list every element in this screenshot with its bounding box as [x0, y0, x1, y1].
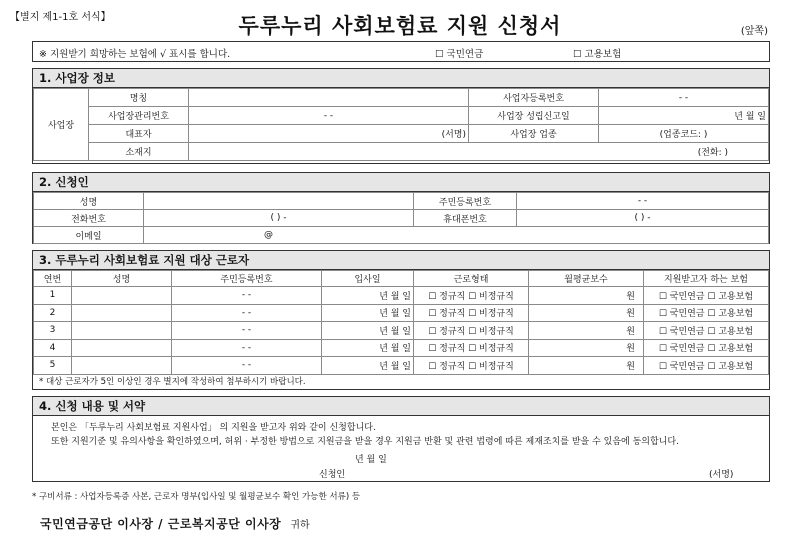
mgmt-no-label: 사업장관리번호 [89, 107, 189, 125]
worker-insurance-cell[interactable]: ☐ 국민연금 ☐ 고용보험 [644, 322, 769, 340]
addressee-suffix: 귀하 [290, 520, 310, 531]
table-row [34, 287, 769, 305]
col-header-insurance: 지원받고자 하는 보험 [644, 271, 769, 287]
notice-text: ※ 지원받기 희망하는 보험에 √ 표시를 합니다. [39, 49, 231, 60]
applicant-name-field[interactable] [144, 193, 414, 210]
biz-reg-no-label: 사업자등록번호 [469, 89, 599, 107]
industry-label: 사업장 업종 [469, 125, 599, 143]
worker-wage-cell[interactable]: 원 [529, 322, 644, 340]
col-header-work-type: 근로형태 [414, 271, 529, 287]
business-info-table [33, 88, 769, 161]
rep-field[interactable]: (서명) [189, 125, 469, 143]
worker-insurance-cell[interactable]: ☐ 국민연금 ☐ 고용보험 [644, 287, 769, 305]
business-name-label: 명칭 [89, 89, 189, 107]
applicant-mobile-label: 휴대폰번호 [414, 210, 517, 227]
worker-work-type-cell[interactable]: ☐ 정규직 ☐ 비정규직 [414, 339, 529, 357]
address-label: 소재지 [89, 143, 189, 161]
applicant-phone-label: 전화번호 [34, 210, 144, 227]
section-title: 2. 신청인 [33, 173, 769, 192]
worker-no-cell: 4 [34, 339, 72, 357]
section-title: 4. 신청 내용 및 서약 [33, 397, 769, 416]
worker-work-type-cell[interactable]: ☐ 정규직 ☐ 비정규직 [414, 322, 529, 340]
col-header-name: 성명 [72, 271, 172, 287]
declaration-date[interactable]: 년 월 일 [355, 455, 387, 465]
worker-work-type-cell[interactable]: ☐ 정규직 ☐ 비정규직 [414, 287, 529, 305]
applicant-email-field[interactable]: @ [144, 227, 769, 244]
industry-field[interactable]: (업종코드: ) [599, 125, 769, 143]
workers-table [33, 270, 769, 375]
col-header-wage: 월평균보수 [529, 271, 644, 287]
worker-wage-cell[interactable]: 원 [529, 357, 644, 375]
col-header-join-date: 입사일 [322, 271, 414, 287]
business-group-label: 사업장 [34, 89, 89, 161]
applicant-table [33, 192, 769, 244]
worker-insurance-cell[interactable]: ☐ 국민연금 ☐ 고용보험 [644, 304, 769, 322]
applicant-email-label: 이메일 [34, 227, 144, 244]
business-name-field[interactable] [189, 89, 469, 107]
applicant-mobile-field[interactable]: ( ) - [517, 210, 769, 227]
applicant-rrn-label: 주민등록번호 [414, 193, 517, 210]
worker-wage-cell[interactable]: 원 [529, 304, 644, 322]
worker-name-cell[interactable] [72, 339, 172, 357]
addressee [40, 513, 310, 532]
page-side-label: (앞쪽) [740, 26, 768, 37]
applicant-rrn-field[interactable]: - - [517, 193, 769, 210]
est-report-label: 사업장 성립신고일 [469, 107, 599, 125]
worker-rrn-cell[interactable]: - - [172, 322, 322, 340]
biz-reg-no-field[interactable]: - - [599, 89, 769, 107]
addressee-name: 국민연금공단 이사장 / 근로복지공단 이사장 [40, 517, 282, 531]
insurance-selection-notice [32, 41, 770, 62]
section-declaration [32, 396, 770, 482]
worker-name-cell[interactable] [72, 287, 172, 305]
worker-insurance-cell[interactable]: ☐ 국민연금 ☐ 고용보험 [644, 339, 769, 357]
worker-no-cell: 2 [34, 304, 72, 322]
section-title: 3. 두루누리 사회보험료 지원 대상 근로자 [33, 251, 769, 270]
worker-rrn-cell[interactable]: - - [172, 339, 322, 357]
applicant-phone-field[interactable]: ( ) - [144, 210, 414, 227]
declaration-line-1: 본인은 「두루누리 사회보험료 지원사업」 의 지원을 받고자 위와 같이 신청합니다. [51, 423, 376, 433]
worker-work-type-cell[interactable]: ☐ 정규직 ☐ 비정규직 [414, 357, 529, 375]
worker-join-date-cell[interactable]: 년 월 일 [322, 287, 414, 305]
worker-no-cell: 3 [34, 322, 72, 340]
section-workers [32, 250, 770, 390]
worker-name-cell[interactable] [72, 304, 172, 322]
address-field[interactable] [189, 143, 769, 161]
worker-wage-cell[interactable]: 원 [529, 287, 644, 305]
applicant-label: 신청인 [319, 470, 346, 480]
applicant-signature[interactable]: (서명) [709, 470, 734, 480]
est-report-field[interactable]: 년 월 일 [599, 107, 769, 125]
notice-pension-checkbox[interactable]: ☐ 국민연금 [435, 49, 484, 60]
workers-footnote: * 대상 근로자가 5인 이상인 경우 별지에 작성하여 첨부하시기 바랍니다. [39, 377, 306, 387]
table-row [34, 339, 769, 357]
worker-join-date-cell[interactable]: 년 월 일 [322, 304, 414, 322]
section-title: 1. 사업장 정보 [33, 69, 769, 88]
worker-rrn-cell[interactable]: - - [172, 287, 322, 305]
section-business-info [32, 68, 770, 164]
worker-insurance-cell[interactable]: ☐ 국민연금 ☐ 고용보험 [644, 357, 769, 375]
worker-no-cell: 1 [34, 287, 72, 305]
page-title: 두루누리 사회보험료 지원 신청서 [238, 14, 562, 38]
form-number: 【별지 제1-1호 서식】 [10, 12, 111, 23]
rep-label: 대표자 [89, 125, 189, 143]
applicant-name-label: 성명 [34, 193, 144, 210]
worker-join-date-cell[interactable]: 년 월 일 [322, 339, 414, 357]
worker-join-date-cell[interactable]: 년 월 일 [322, 357, 414, 375]
table-row [34, 357, 769, 375]
address-phone: (전화: ) [697, 148, 728, 158]
required-docs: * 구비서류 : 사업자등록증 사본, 근로자 명부(입사일 및 월평균보수 확인 가능한 서류) 등 [32, 492, 361, 502]
col-header-no: 연번 [34, 271, 72, 287]
worker-no-cell: 5 [34, 357, 72, 375]
notice-employment-checkbox[interactable]: ☐ 고용보험 [573, 49, 622, 60]
worker-join-date-cell[interactable]: 년 월 일 [322, 322, 414, 340]
worker-rrn-cell[interactable]: - - [172, 304, 322, 322]
section-applicant [32, 172, 770, 244]
worker-name-cell[interactable] [72, 357, 172, 375]
col-header-rrn: 주민등록번호 [172, 271, 322, 287]
table-row [34, 304, 769, 322]
mgmt-no-field[interactable]: - - [189, 107, 469, 125]
worker-rrn-cell[interactable]: - - [172, 357, 322, 375]
worker-name-cell[interactable] [72, 322, 172, 340]
worker-wage-cell[interactable]: 원 [529, 339, 644, 357]
workers-header-row [34, 271, 769, 287]
declaration-line-2: 또한 지원기준 및 유의사항을 확인하였으며, 허위 · 부정한 방법으로 지원금을 받을 경우 지원금 반환 및 관련 법령에 따른 제재조치를 받을 수 있음에 동의합니다. [51, 437, 679, 447]
worker-work-type-cell[interactable]: ☐ 정규직 ☐ 비정규직 [414, 304, 529, 322]
table-row [34, 322, 769, 340]
